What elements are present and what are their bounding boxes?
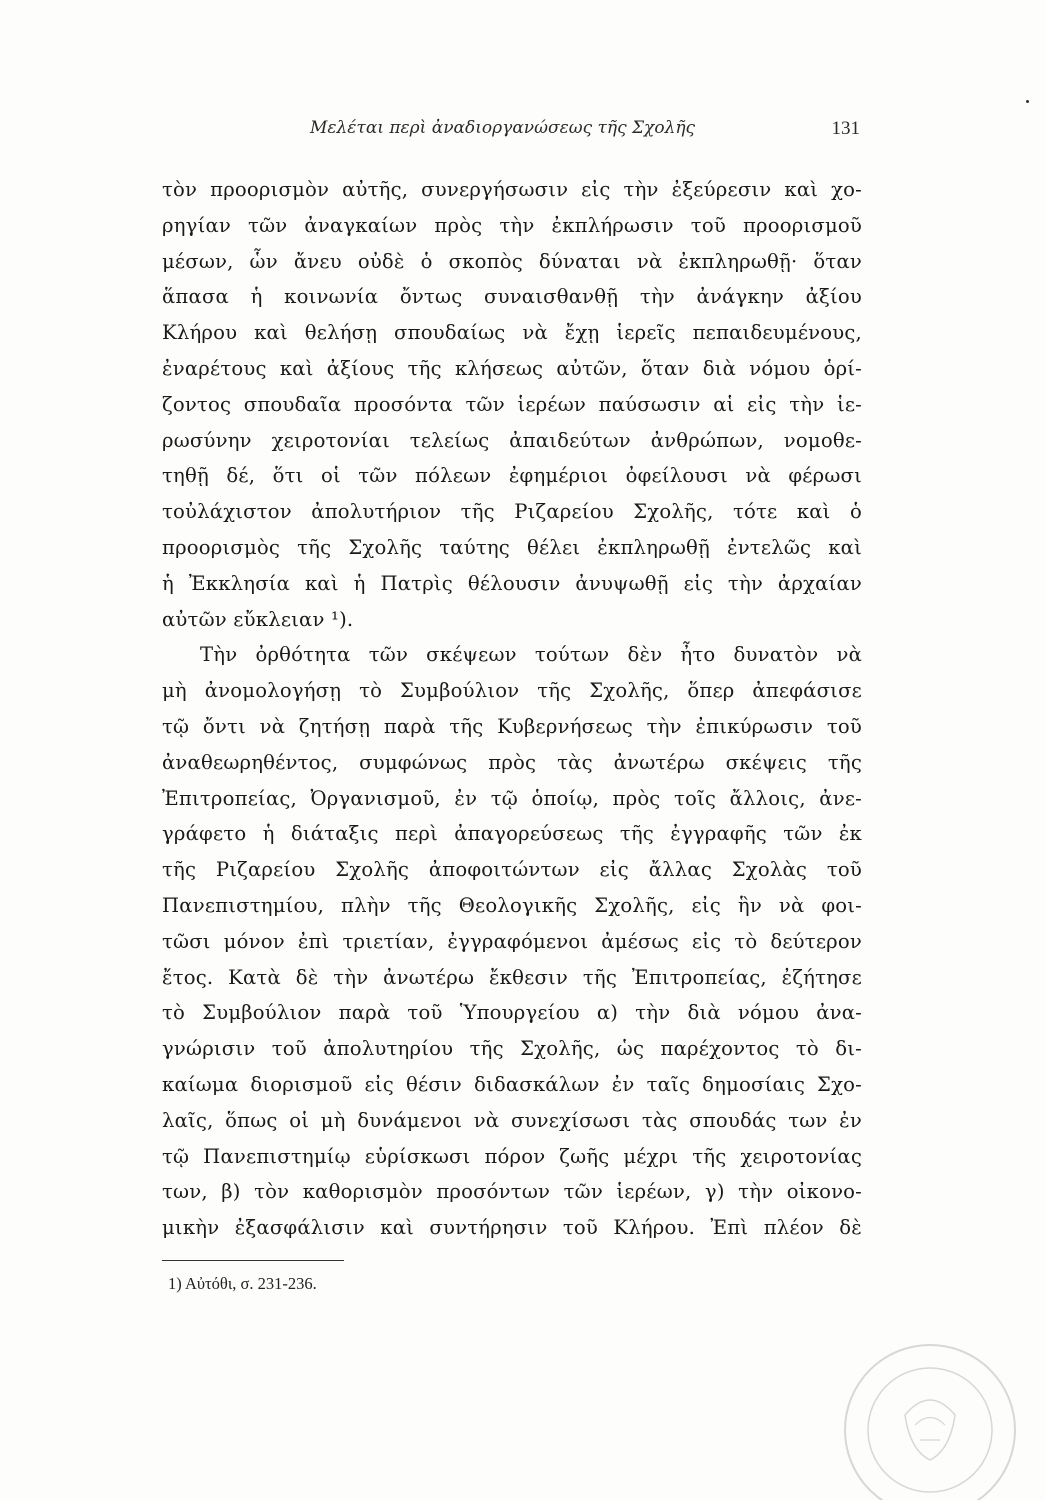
footnote-divider — [162, 1260, 344, 1261]
library-stamp-icon — [820, 1330, 1020, 1500]
text-line: τὸν προορισμὸν αὐτῆς, συνεργήσωσιν εἰς τὴν ἐξεύρεσιν καὶ χο- — [162, 178, 862, 201]
text-line: ἀναθεωρηθέντος, συμφώνως πρὸς τὰς ἀνωτέρω σκέψεις τῆς — [162, 750, 862, 774]
text-line: αὐτῶν εὔκλειαν ¹). — [162, 607, 354, 631]
page-number: 131 — [831, 118, 860, 139]
text-line: καίωμα διορισμοῦ εἰς θέσιν διδασκάλων ἐν ταῖς δημοσίαις Σχο- — [162, 1072, 862, 1096]
text-line: τὸ Συμβούλιον παρὰ τοῦ Ὑπουργείου α) τὴν διὰ νόμου ἀνα- — [162, 1001, 862, 1025]
text-line: ρωσύνην χειροτονίαι τελείως ἀπαιδεύτων ἀνθρώπων, νομοθε- — [162, 428, 862, 452]
text-line: μέσων, ὧν ἄνευ οὐδὲ ὁ σκοπὸς δύναται νὰ ἐκπληρωθῇ· ὅταν — [162, 249, 862, 273]
body-text — [162, 172, 862, 1246]
text-line: προορισμὸς τῆς Σχολῆς ταύτης θέλει ἐκπληρωθῇ ἐντελῶς καὶ — [162, 535, 862, 559]
scan-speck — [1026, 100, 1029, 103]
paragraph-start-line: Τὴν ὀρθότητα τῶν σκέψεων τούτων δὲν ἦτο δυνατὸν νὰ — [200, 643, 862, 667]
text-line: ζοντος σπουδαῖα προσόντα τῶν ἱερέων παύσωσιν αἱ εἰς τὴν ἱε- — [162, 392, 862, 416]
text-line: τῷ Πανεπιστημίῳ εὑρίσκωσι πόρον ζωῆς μέχρι τῆς χειροτονίας — [162, 1144, 862, 1168]
text-line: γνώρισιν τοῦ ἀπολυτηρίου τῆς Σχολῆς, ὡς παρέχοντος τὸ δι- — [162, 1037, 862, 1061]
text-line: τοὐλάχιστον ἀπολυτήριον τῆς Ριζαρείου Σχολῆς, τότε καὶ ὁ — [162, 500, 862, 524]
text-line: λαῖς, ὅπως οἱ μὴ δυνάμενοι νὰ συνεχίσωσι τὰς σπουδάς των ἐν — [162, 1108, 862, 1132]
text-line: ἔτος. Κατὰ δὲ τὴν ἀνωτέρω ἔκθεσιν τῆς Ἐπιτροπείας, ἐζήτησε — [162, 965, 862, 989]
text-line: Πανεπιστημίου, πλὴν τῆς Θεολογικῆς Σχολῆς, εἰς ἣν νὰ φοι- — [162, 893, 862, 917]
text-line: γράφετο ἡ διάταξις περὶ ἀπαγορεύσεως τῆς ἐγγραφῆς τῶν ἐκ — [162, 822, 862, 846]
text-line: τηθῇ δέ, ὅτι οἱ τῶν πόλεων ἐφημέριοι ὀφείλουσι νὰ φέρωσι — [162, 464, 862, 488]
text-line: τῆς Ριζαρείου Σχολῆς ἀποφοιτώντων εἰς ἄλλας Σχολὰς τοῦ — [162, 858, 862, 882]
text-line: τῷ ὄντι νὰ ζητήσῃ παρὰ τῆς Κυβερνήσεως τὴν ἐπικύρωσιν τοῦ — [162, 714, 862, 738]
text-line: τῶσι μόνον ἐπὶ τριετίαν, ἐγγραφόμενοι ἀμέσως εἰς τὸ δεύτερον — [162, 929, 862, 953]
text-line: Ἐπιτροπείας, Ὀργανισμοῦ, ἐν τῷ ὁποίῳ, πρὸς τοῖς ἄλλοις, ἀνε- — [162, 786, 862, 810]
page-header — [160, 118, 860, 148]
text-line: ἡ Ἐκκλησία καὶ ἡ Πατρὶς θέλουσιν ἀνυψωθῇ εἰς τὴν ἀρχαίαν — [162, 571, 862, 595]
running-title: Μελέται περὶ ἀναδιοργανώσεως τῆς Σχολῆς — [310, 118, 696, 138]
text-line: μικὴν ἐξασφάλισιν καὶ συντήρησιν τοῦ Κλήρου. Ἐπὶ πλέον δὲ — [162, 1216, 862, 1240]
text-line: ἐναρέτους καὶ ἀξίους τῆς κλήσεως αὐτῶν, ὅταν διὰ νόμου ὁρί- — [162, 356, 862, 380]
text-line: μὴ ἀνομολογήσῃ τὸ Συμβούλιον τῆς Σχολῆς, ὅπερ ἀπεφάσισε — [162, 679, 862, 703]
footnote: 1) Αὐτόθι, σ. 231-236. — [168, 1274, 317, 1293]
text-line: των, β) τὸν καθορισμὸν προσόντων τῶν ἱερέων, γ) τὴν οἰκονο- — [162, 1180, 862, 1204]
text-line: ἅπασα ἡ κοινωνία ὄντως συναισθανθῇ τὴν ἀνάγκην ἀξίου — [162, 285, 862, 309]
text-line: ρηγίαν τῶν ἀναγκαίων πρὸς τὴν ἐκπλήρωσιν τοῦ προορισμοῦ — [162, 213, 862, 237]
text-line: Κλήρου καὶ θελήσῃ σπουδαίως νὰ ἔχῃ ἱερεῖς πεπαιδευμένους, — [162, 321, 862, 345]
